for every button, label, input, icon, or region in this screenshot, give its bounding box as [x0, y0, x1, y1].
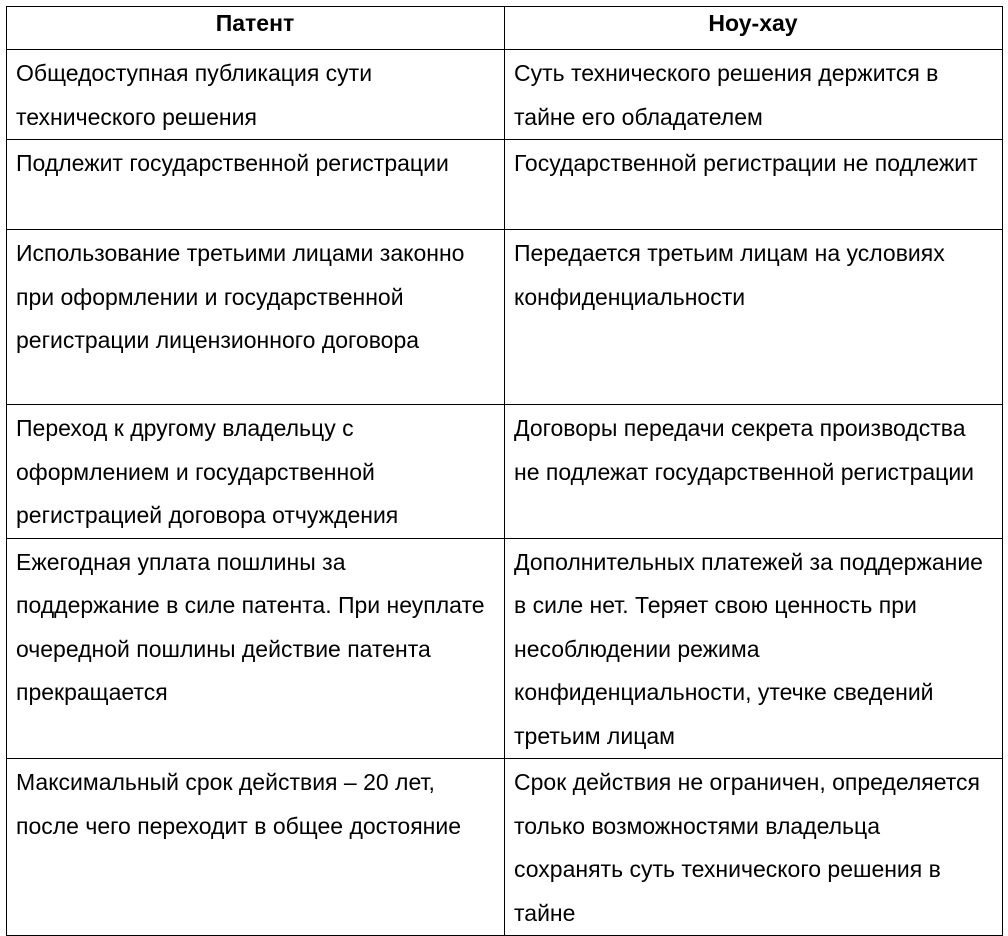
cell-text: Договоры передачи секрета производства не подлежат государственной регистрации [514, 415, 975, 485]
table-row [7, 759, 1003, 936]
cell-text: Максимальный срок действия – 20 лет, после чего переходит в общее достояние [16, 769, 462, 839]
cell-text: Суть технического решения держится в тайне его обладателем [514, 60, 939, 130]
table-row [7, 50, 1003, 140]
table-cell-patent [7, 140, 505, 230]
column-header-know-how: Ноу-хау [505, 7, 1003, 50]
cell-text: Общедоступная публикация сути технического решения [16, 60, 373, 130]
table-cell-patent [7, 230, 505, 405]
cell-text: Срок действия не ограничен, определяется только возможностями владельца сохранять суть технического решения в тайне [514, 769, 981, 926]
cell-text: Подлежит государственной регистрации [16, 150, 449, 176]
cell-text: Государственной регистрации не подлежит [514, 150, 978, 176]
table-row [7, 230, 1003, 405]
cell-text: Дополнительных платежей за поддержание в силе нет. Теряет свою ценность при несоблюдении режима конфиденциальности, утечке сведений третьим лицам [514, 548, 983, 749]
cell-text: Переход к другому владельцу с оформлением и государственной регистрацией договора отчуждения [16, 415, 399, 528]
table-cell-know-how [505, 50, 1003, 140]
table-cell-know-how [505, 759, 1003, 936]
table-cell-know-how [505, 140, 1003, 230]
table-cell-patent [7, 759, 505, 936]
table-cell-know-how [505, 405, 1003, 539]
cell-text: Передается третьим лицам на условиях конфиденциальности [514, 240, 945, 310]
cell-text: Использование третьими лицами законно при оформлении и государственной регистрации лицензионного договора [16, 240, 465, 353]
table-cell-patent [7, 538, 505, 759]
table-cell-patent [7, 405, 505, 539]
table-row [7, 405, 1003, 539]
table-header-row [7, 7, 1003, 50]
table-row [7, 538, 1003, 759]
table-cell-patent [7, 50, 505, 140]
table-cell-know-how [505, 538, 1003, 759]
cell-text: Ежегодная уплата пошлины за поддержание в силе патента. При неуплате очередной пошлины действие патента прекращается [16, 548, 485, 705]
table-cell-know-how [505, 230, 1003, 405]
column-header-patent: Патент [7, 7, 505, 50]
table-row [7, 140, 1003, 230]
comparison-table [6, 6, 1003, 936]
